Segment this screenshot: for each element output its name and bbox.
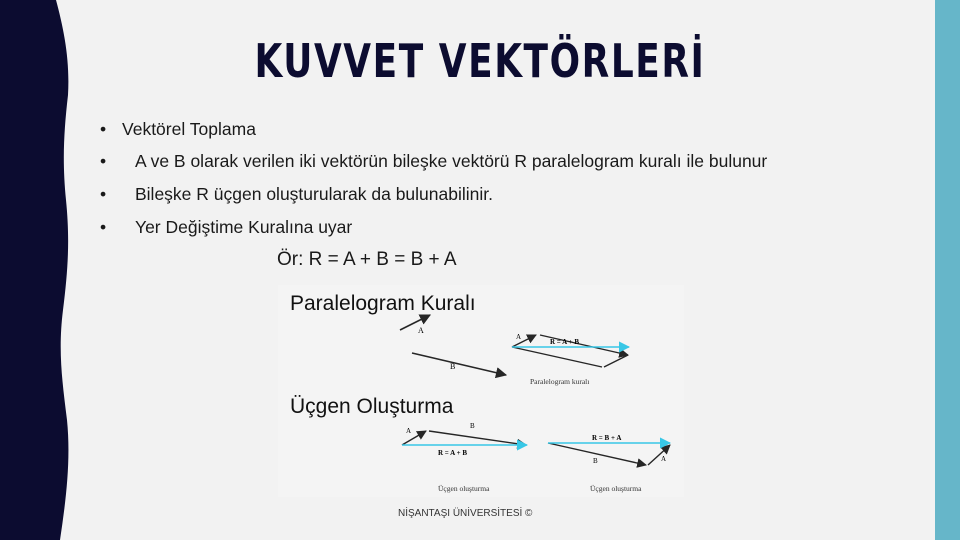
bullet-text: A ve B olarak verilen iki vektörün bileşke vektörü R paralelogram kuralı ile bulunur xyxy=(135,151,768,171)
slide-title: KUVVET VEKTÖRLERİ xyxy=(254,34,706,88)
triangle-b-arrow xyxy=(429,431,526,445)
resultant-label: R = A + B xyxy=(438,449,467,457)
bullet-dot: • xyxy=(100,217,107,237)
formula-example: Ör: R = A + B = B + A xyxy=(277,249,457,270)
resultant-label: R = A + B xyxy=(550,338,579,346)
vector-label: B xyxy=(470,422,475,430)
vector-figure xyxy=(278,285,684,497)
bullet-dot: • xyxy=(100,119,107,139)
bullet-text: Yer Değiştime Kuralına uyar xyxy=(135,217,353,237)
vector-label: A xyxy=(406,427,412,435)
parallelogram-bottom-edge xyxy=(512,347,602,367)
vector-label: A xyxy=(516,333,522,341)
vector-label: B xyxy=(593,457,598,465)
bullet-dot: • xyxy=(100,184,107,204)
vector-label: A xyxy=(418,326,424,335)
resultant-label: R = B + A xyxy=(592,434,622,442)
vector-label: B xyxy=(450,362,456,371)
parallelogram-caption: Paralelogram kuralı xyxy=(530,377,590,386)
parallelogram-right-edge xyxy=(604,355,628,367)
vector-figure-svg xyxy=(278,285,684,497)
bullet-text: Bileşke R üçgen oluşturularak da bulunabilinir. xyxy=(135,184,493,204)
vector-label: A xyxy=(661,455,667,463)
bullet-dot: • xyxy=(100,151,107,171)
right-decorative-band xyxy=(935,0,960,540)
triangle2-caption: Üçgen oluşturma xyxy=(590,484,642,493)
section-title-triangle: Üçgen Oluşturma xyxy=(290,395,454,418)
vector-b-arrow xyxy=(412,353,506,375)
section-title-parallelogram: Paralelogram Kuralı xyxy=(290,292,476,315)
footer-text: NİŞANTAŞI ÜNİVERSİTESİ © xyxy=(398,508,533,519)
triangle-caption: Üçgen oluşturma xyxy=(438,484,490,493)
triangle2-a-arrow xyxy=(648,445,670,465)
bullet-heading-text: Vektörel Toplama xyxy=(122,119,256,139)
vector-a-arrow xyxy=(400,315,430,330)
left-decorative-band xyxy=(0,0,70,540)
